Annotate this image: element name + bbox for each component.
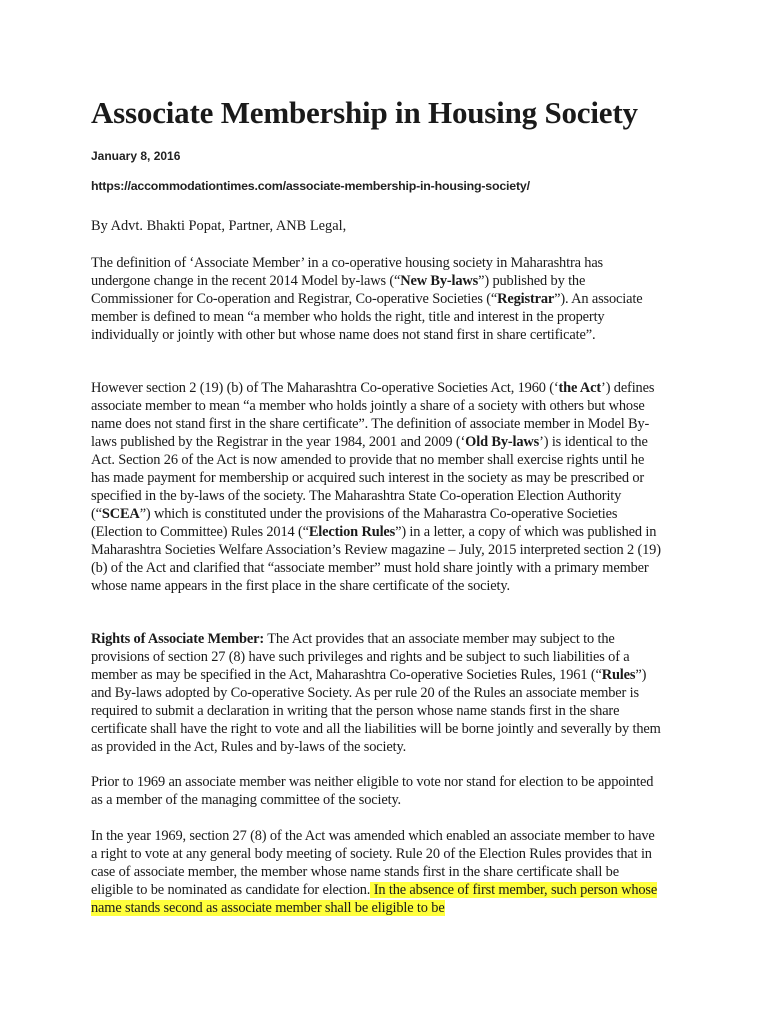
bold-term: Rules [601, 667, 636, 683]
article-url[interactable]: https://accommodationtimes.com/associate-membership-in-housing-society/ [91, 179, 530, 193]
section-heading: Rights of Associate Member: [91, 631, 264, 647]
paragraph-text: ”). An associate member is defined to mean “a member who holds the right, title and interest in the property individually or jointly with other but whose name does not stand first in share certificate”. [91, 291, 643, 343]
paragraph-text: The definition of ‘Associate Member’ in a co-operative housing society in Maharashtra has undergone change in the recent 2014 Model by-laws (“ [91, 255, 604, 289]
article-date: January 8, 2016 [91, 149, 181, 163]
highlighted-text: In the absence of first member, such person whose name stands second as associate member shall be eligible to be [91, 882, 658, 916]
paragraph-text: The Act provides that an associate member may subject to the provisions of section 27 (8) have such privileges and rights and be subject to such liabilities of a member as may be specified in the Act, Maharashtra Co-operative Societies Rules, 1961 (“ [91, 631, 630, 683]
paragraph-1969-amendment [91, 827, 661, 917]
bold-term: New By-laws [400, 273, 479, 289]
paragraph-prior-1969 [91, 773, 661, 809]
paragraph-text: ”) and By-laws adopted by Co-operative Society. As per rule 20 of the Rules an associate member is required to submit a declaration in writing that the person whose name stands first in the share certificate shall have the right to vote and all the liabilities will be borne jointly and severally by them as provided in the Act, Rules and by-laws of the society. [91, 667, 661, 755]
paragraph-text: However section 2 (19) (b) of The Maharashtra Co-operative Societies Act, 1960 (‘ [91, 380, 559, 396]
paragraph-rights [91, 630, 661, 756]
paragraph-act-definition [91, 379, 661, 595]
paragraph-definition [91, 254, 661, 344]
article-byline: By Advt. Bhakti Popat, Partner, ANB Legal, [91, 218, 347, 234]
article-title: Associate Membership in Housing Society [91, 95, 638, 130]
bold-term: Registrar [497, 291, 555, 307]
paragraph-text: ’) is identical to the Act. Section 26 of the Act is now amended to provide that no member shall exercise rights until he has made payment for membership or acquired such interest in the society as may be prescribed or specified in the by-laws of the society. The Maharashtra State Co-operation Election Authority (“ [91, 434, 648, 522]
bold-term: the Act [558, 380, 602, 396]
paragraph-text: ”) in a letter, a copy of which was published in Maharashtra Societies Welfare Association’s Review magazine – July, 2015 interpreted section 2 (19) (b) of the Act and clarified that “associate member” must hold share jointly with a primary member whose name appears in the first place in the share certificate of the society. [91, 524, 661, 594]
paragraph-text: ’) defines associate member to mean “a member who holds jointly a share of a society with others but whose name does not stand first in the share certificate”. The definition of associate member in Model By-laws published by the Registrar in the year 1984, 2001 and 2009 (‘ [91, 380, 655, 450]
paragraph-text: ”) published by the Commissioner for Co-operation and Registrar, Co-operative Societies (“ [91, 273, 586, 307]
bold-term: Old By-laws [465, 434, 540, 450]
bold-term: SCEA [101, 506, 140, 522]
paragraph-text: Prior to 1969 an associate member was neither eligible to vote nor stand for election to be appointed as a member of the managing committee of the society. [91, 774, 654, 808]
paragraph-text: ”) which is constituted under the provisions of the Maharastra Co-operative Societies (Election to Committee) Rules 2014 (“ [91, 506, 618, 540]
bold-term: Election Rules [308, 524, 396, 540]
paragraph-text: In the year 1969, section 27 (8) of the Act was amended which enabled an associate member to have a right to vote at any general body meeting of society. Rule 20 of the Election Rules provides that in case of associate member, the member whose name stands first in the share certificate shall be eligible to be nominated as candidate for election. [91, 828, 655, 898]
